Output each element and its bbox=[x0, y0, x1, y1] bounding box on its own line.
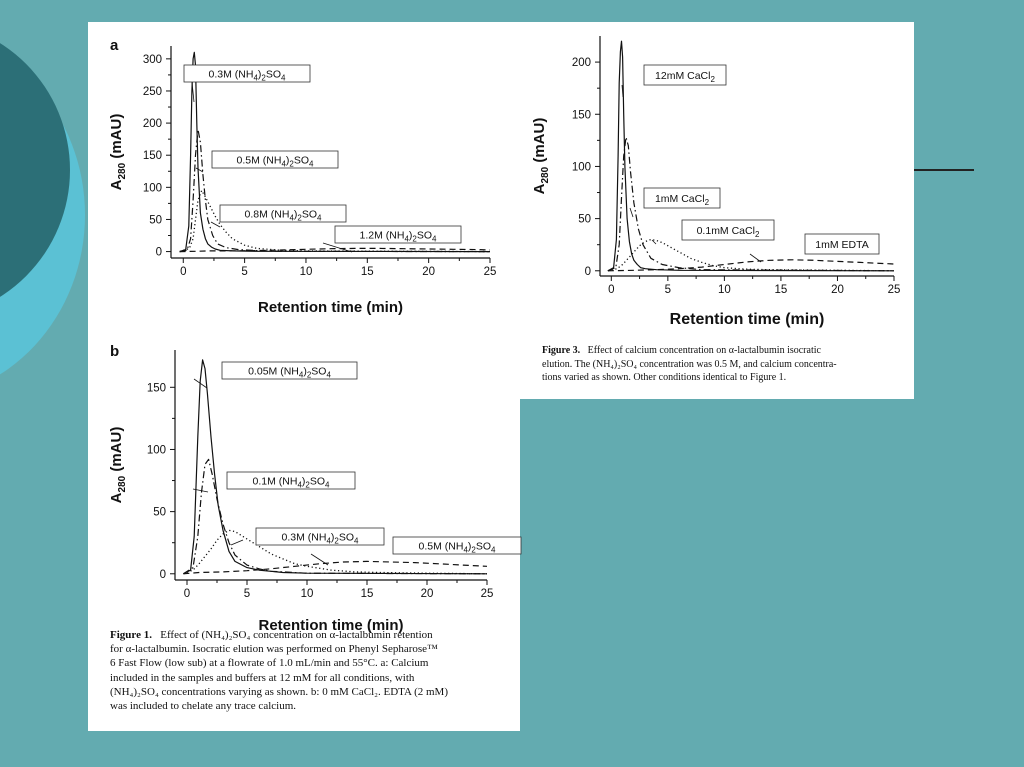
y-tick-label: 0 bbox=[159, 568, 166, 581]
y-tick-label: 200 bbox=[142, 118, 162, 131]
figure-3-caption-line: Effect of calcium concentration on α-lactalbumin isocratic bbox=[587, 345, 821, 356]
y-axis-label-unit: (mAU) bbox=[531, 117, 548, 167]
y-axis-label-unit: (mAU) bbox=[108, 113, 125, 163]
annotation-leader-line bbox=[750, 254, 761, 262]
figure-1-caption-line: included in the samples and buffers at 12 mM for all conditions, with bbox=[110, 671, 415, 684]
figure-1-caption-line: 6 Fast Flow (low sub) at a flowrate of 1.0 mL/min and 55°C. a: Calcium bbox=[110, 657, 429, 670]
y-axis-label bbox=[531, 118, 551, 195]
legend-entry-4: 0.5M $(NH_4)_2SO_4$ bbox=[418, 540, 496, 555]
y-axis-label bbox=[108, 427, 128, 504]
y-tick-label: 300 bbox=[142, 53, 162, 66]
decorative-line bbox=[912, 169, 974, 171]
x-tick-label: 25 bbox=[480, 588, 494, 600]
chart-fig1a bbox=[88, 22, 520, 322]
x-tick-label: 15 bbox=[360, 266, 374, 278]
y-axis-label-unit: (mAU) bbox=[108, 426, 125, 476]
y-tick-label: 50 bbox=[578, 213, 591, 226]
figure-3-panel bbox=[520, 22, 914, 399]
legend-entry-1: 12mM CaCl$_2$ bbox=[655, 70, 715, 84]
figure-1-caption-line: Effect of (NH₄)₂SO₄ concentration on α-lactalbumin retention bbox=[160, 629, 433, 641]
annotation-leader-line bbox=[211, 222, 220, 227]
annotation-leader-line bbox=[231, 540, 243, 545]
figure-1-caption-line: (NH₄)₂SO₄ concentrations varying as shown. b: 0 mM CaCl₂. EDTA (2 mM) bbox=[110, 685, 449, 698]
legend-entry-3: 0.3M $(NH_4)_2SO_4$ bbox=[281, 531, 359, 546]
x-tick-label: 25 bbox=[887, 284, 901, 296]
y-tick-label: 0 bbox=[584, 265, 591, 278]
x-tick-label: 10 bbox=[300, 588, 314, 600]
figure-1-caption bbox=[110, 628, 510, 713]
x-tick-label: 5 bbox=[241, 266, 248, 278]
legend-entry-3: 0.8M $(NH_4)_2SO_4$ bbox=[244, 208, 322, 223]
panel-label: a bbox=[110, 37, 119, 54]
y-axis-label-sub: 280 bbox=[540, 166, 551, 184]
figure-1-caption-label: Figure 1. bbox=[110, 629, 152, 641]
x-tick-label: 10 bbox=[717, 284, 731, 296]
x-tick-label: 20 bbox=[422, 266, 436, 278]
y-axis-label-main: A bbox=[108, 179, 125, 191]
panel-label: b bbox=[110, 343, 120, 360]
y-tick-label: 200 bbox=[571, 57, 591, 70]
y-tick-label: 150 bbox=[142, 150, 162, 163]
legend-entry-1: 0.3M $(NH_4)_2SO_4$ bbox=[208, 68, 286, 83]
chart-fig3 bbox=[520, 22, 914, 342]
y-tick-label: 50 bbox=[149, 214, 162, 227]
figure-3-caption bbox=[542, 344, 902, 385]
y-axis-label-sub: 280 bbox=[117, 475, 128, 493]
y-tick-label: 100 bbox=[146, 444, 166, 457]
x-axis-label: Retention time (min) bbox=[258, 617, 404, 634]
legend-entry-3: 0.1mM CaCl$_2$ bbox=[696, 225, 760, 239]
y-axis-label-main: A bbox=[531, 183, 548, 195]
legend-entry-1: 0.05M $(NH_4)_2SO_4$ bbox=[248, 365, 331, 380]
figure-1-caption-line: was included to chelate any trace calcium. bbox=[110, 700, 296, 713]
y-axis-label bbox=[108, 114, 128, 191]
x-tick-label: 20 bbox=[831, 284, 844, 296]
y-tick-label: 150 bbox=[571, 109, 591, 122]
y-tick-label: 0 bbox=[155, 246, 162, 259]
y-tick-label: 50 bbox=[153, 506, 166, 519]
x-tick-label: 25 bbox=[483, 266, 497, 278]
figure-1-panel bbox=[88, 22, 520, 731]
x-tick-label: 15 bbox=[360, 588, 374, 600]
x-tick-label: 20 bbox=[420, 588, 434, 600]
legend-entry-4: 1mM EDTA bbox=[815, 239, 869, 251]
x-axis-label: Retention time (min) bbox=[258, 299, 403, 316]
x-tick-label: 15 bbox=[774, 284, 788, 296]
x-tick-label: 0 bbox=[183, 588, 191, 600]
figure-3-caption-line: elution. The (NH₄)₂SO₄ concentration was 0.5 M, and calcium concentra- bbox=[542, 358, 837, 370]
figure-3-caption-line: tions varied as shown. Other conditions identical to Figure 1. bbox=[542, 372, 787, 383]
y-axis-label-sub: 280 bbox=[117, 162, 128, 180]
legend-entry-4: 1.2M $(NH_4)_2SO_4$ bbox=[359, 229, 437, 244]
legend-entry-2: 0.1M $(NH_4)_2SO_4$ bbox=[252, 475, 330, 490]
annotation-leader-line bbox=[630, 208, 633, 217]
series-line-4 bbox=[183, 561, 487, 573]
x-axis-label: Retention time (min) bbox=[669, 311, 825, 328]
x-tick-label: 0 bbox=[180, 266, 187, 278]
x-tick-label: 5 bbox=[664, 284, 672, 296]
y-axis-label-main: A bbox=[108, 492, 125, 504]
y-tick-label: 150 bbox=[146, 382, 166, 395]
annotation-leader-line bbox=[311, 554, 328, 565]
y-tick-label: 100 bbox=[571, 161, 591, 174]
figure-3-caption-label: Figure 3. bbox=[542, 345, 581, 356]
legend-entry-2: 1mM CaCl$_2$ bbox=[654, 193, 710, 207]
legend-entry-2: 0.5M $(NH_4)_2SO_4$ bbox=[236, 154, 314, 169]
y-tick-label: 250 bbox=[142, 85, 162, 98]
x-tick-label: 10 bbox=[299, 266, 313, 278]
x-tick-label: 0 bbox=[608, 284, 615, 296]
figure-1-caption-line: for α-lactalbumin. Isocratic elution was performed on Phenyl Sepharose™ bbox=[110, 643, 438, 656]
y-tick-label: 100 bbox=[142, 182, 162, 195]
x-tick-label: 5 bbox=[243, 588, 251, 600]
chart-fig1b bbox=[88, 340, 520, 640]
